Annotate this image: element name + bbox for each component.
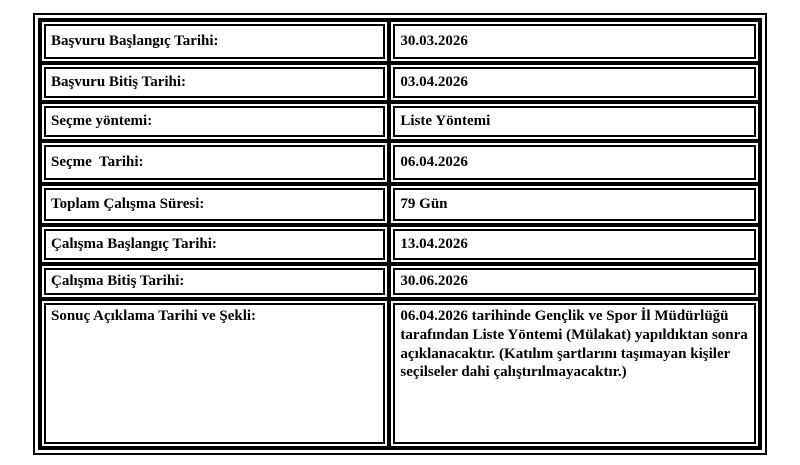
table-row: [40, 20, 760, 63]
row-value: 30.03.2026: [393, 24, 756, 59]
row-value: 79 Gün: [393, 188, 756, 221]
row-value: 06.04.2026 tarihinde Gençlik ve Spor İl Müdürlüğü tarafından Liste Yöntemi (Mülakat) yapıldıktan sonra açıklanacaktır. (Katılım şartlarını taşımayan kişiler seçilseler dahi çalıştırılmayacaktır.): [393, 303, 756, 444]
announcement-table: [38, 18, 762, 450]
row-value: 30.06.2026: [393, 268, 756, 295]
table-row: [40, 63, 760, 102]
row-value: 13.04.2026: [393, 229, 756, 260]
row-label: Çalışma Başlangıç Tarihi:: [44, 229, 385, 260]
row-label: Başvuru Başlangıç Tarihi:: [44, 24, 385, 59]
row-label: Sonuç Açıklama Tarihi ve Şekli:: [44, 303, 385, 444]
table-row: [40, 264, 760, 299]
row-value: 03.04.2026: [393, 67, 756, 98]
announcement-table-frame: [33, 13, 767, 455]
row-value: Liste Yöntemi: [393, 106, 756, 137]
row-label: Seçme yöntemi:: [44, 106, 385, 137]
table-row: [40, 184, 760, 225]
row-label: Başvuru Bitiş Tarihi:: [44, 67, 385, 98]
table-row: [40, 102, 760, 141]
table-row: [40, 225, 760, 264]
row-label: Toplam Çalışma Süresi:: [44, 188, 385, 221]
table-row: [40, 299, 760, 448]
row-label: Seçme Tarihi:: [44, 145, 385, 180]
row-value: 06.04.2026: [393, 145, 756, 180]
row-label: Çalışma Bitiş Tarihi:: [44, 268, 385, 295]
table-row: [40, 141, 760, 184]
